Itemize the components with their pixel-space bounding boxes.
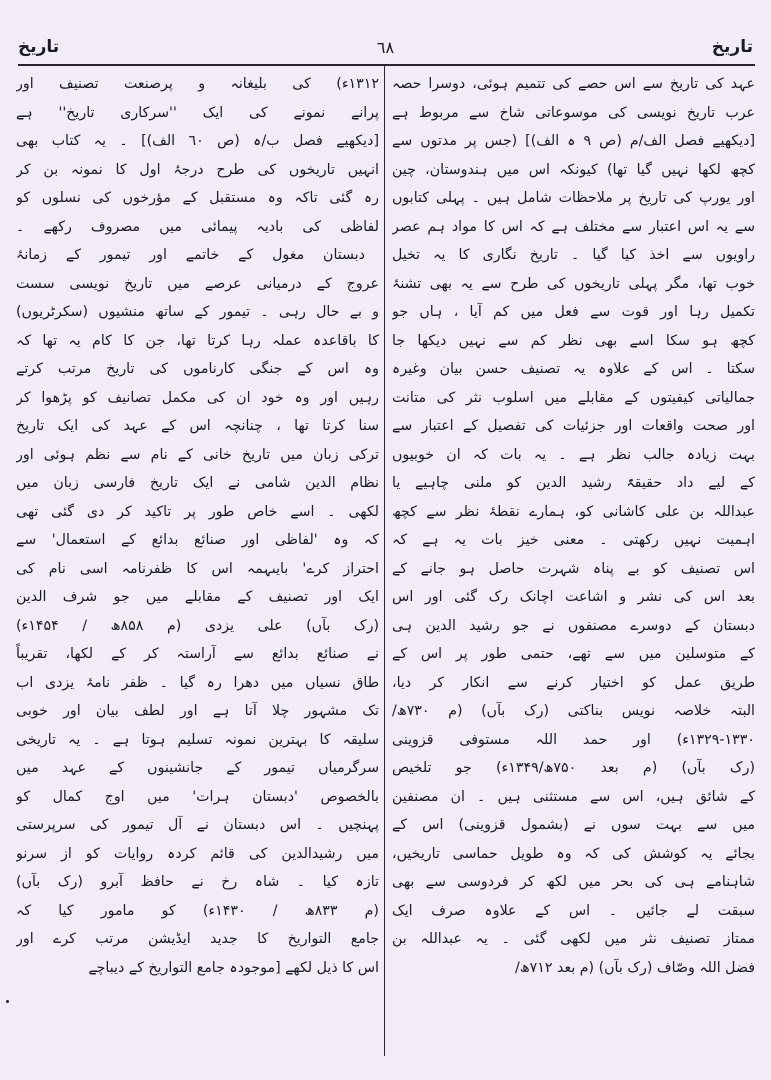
- text-line: کچھ لکھا نہیں گیا تھا) کیونکہ اس میں ہندوستان، چین: [392, 161, 755, 178]
- text-line: عروج کے درمیانی عرصے میں تاریخ نویسی سست: [16, 275, 379, 292]
- text-line: لفاظی کی بادیہ پیمائی میں مصروف رکھے ۔: [16, 218, 379, 235]
- text-line: سے یہ اس اعتبار سے مختلف ہے کہ اس کا مواد ہم عصر: [392, 218, 755, 235]
- text-line: سبقت لے جائیں ۔ اس کے علاوہ صرف ایک: [392, 902, 755, 919]
- text-line: تازہ کیا ۔ شاہ رخ نے حافظ آبرو (رک بآں): [16, 874, 379, 890]
- margin-mark: [6, 1000, 9, 1003]
- text-line: دبستان کے دوسرے مصنفوں نے جو رشید الدین ہی: [392, 617, 755, 634]
- text-line: بجائے یہ کوشش کی کہ وہ طویل حماسی تاریخیں،: [392, 845, 755, 862]
- text-line: عرب تاریخ نویسی کی موسوعاتی شاخ سے مربوط ہے: [392, 104, 755, 121]
- text-line: میں سے بہت سوں نے (بشمول قزوینی) اس کے: [392, 817, 755, 833]
- text-line: جامع التواریخ کا جدید ایڈیشن مرتب کرے اور: [16, 931, 379, 947]
- text-line: نے صنائع بدائع سے آراستہ کر کے لکھا، تقریباً: [16, 646, 379, 662]
- text-line: سرگرمیاں تیمور کے جانشینوں کے عہد میں: [16, 760, 379, 776]
- right-column: [392, 70, 755, 1056]
- text-line: اس تصنیف کو بے پناہ شہرت حاصل ہو جانے کے: [392, 560, 755, 577]
- text-line: وہ اس کے جنگی کارناموں کی تاریخ مرتب کرتے: [16, 361, 379, 377]
- text-line: ۱۳۱۲ء) کی بلیغانہ و پرصنعت تصنیف اور: [16, 76, 379, 92]
- running-head-left: تاریخ: [18, 37, 60, 57]
- text-line: میں رشیدالدین کی قائم کردہ روایات کو از سرنو: [16, 845, 379, 862]
- text-line: البتہ خلاصہ نویس بناکتی (رک بآں) (م ۷۳۰ھ/: [392, 703, 755, 719]
- text-line: سلیقہ کا بہترین نمونہ تسلیم ہوتا ہے ۔ یہ تاریخی: [16, 731, 379, 748]
- text-line: پہنچیں ۔ اس دبستان نے آل تیمور کی سرپرستی: [16, 817, 379, 833]
- text-line: رہیں اور وہ خود ان کی مکمل تصانیف کو پڑھوا کر: [16, 389, 379, 406]
- text-line: احتراز کرے' بایںہمہ اس کا ظفرنامہ اسی نام کی: [16, 560, 379, 577]
- page-number: ٦٨: [376, 37, 395, 57]
- text-line: کچھ ہو سکا اسے بھی نظر کم سے نہیں دیکھا جا: [392, 332, 755, 349]
- text-line: نظام الدین شامی نے ایک تاریخ فارسی زبان میں: [16, 475, 379, 491]
- text-line: عہد کی تاریخ سے اس حصے کی تتمیم ہوئی، دوسرا حصہ: [392, 76, 755, 92]
- text-line: فضل اللہ وصّاف (رک بآں) (م بعد ۷۱۲ھ/: [514, 959, 755, 976]
- text-line: ترکی زبان میں تاریخ خانی کے نام سے نظم ہوئی اور: [16, 446, 379, 463]
- text-line: کہ وہ 'لفاظی اور صنائع بدائع کے استعمال' سے: [16, 532, 379, 548]
- text-line: طریق عمل کو اختیار کرنے سے انکار کر دیا،: [392, 674, 755, 691]
- text-line: اور صحت واقعات اور جزئیات کی تفصیل کے اعتبار سے: [392, 418, 755, 434]
- text-line: کے متوسلین میں سے تھے، حتمی طور پر اس کے: [392, 646, 755, 662]
- text-line: دبستان مغول کے خاتمے اور تیمور کے زمانۂ: [16, 247, 365, 263]
- running-head-right: تاریخ: [711, 37, 753, 57]
- text-line: بعد اس کی نشر و اشاعت اچانک رک گئی اور اس: [392, 589, 755, 605]
- text-line: (رک بآں) علی یزدی (م ۸۵۸ھ / ۱۴۵۴ء): [16, 617, 379, 634]
- text-line: کے لیے داد حقیقۃً رشید الدین کو ملنی چاہیے یا: [392, 475, 755, 491]
- text-line: بالخصوص 'دبستان ہرات' میں اوج کمال کو: [16, 788, 379, 805]
- text-line: شاہنامے ہی کی بحر میں لکھ کر فردوسی سے بھی: [392, 874, 755, 890]
- text-line: انہیں تاریخوں کی طرح درجۂ اول کا نمونہ بن کر: [16, 161, 379, 178]
- text-line: ایک اور تصنیف کے مقابلے میں جو شرف الدین: [16, 589, 379, 605]
- text-line: [دیکھیے فصل الف/م (ص ۹ ہ الف)] (جس پر مدتوں سے: [392, 133, 755, 149]
- text-line: سنا کرتا تھا ، چنانچہ اس کے عہد کی ایک تاریخ: [16, 418, 379, 434]
- text-line: جمالیاتی کیفیتوں کے مقابلے میں اسلوب نثر کی متانت: [392, 389, 755, 406]
- text-line: لکھی ۔ اسے خاص طور پر تاکید کر دی گئی تھی: [16, 503, 379, 520]
- text-line: اور یورپ کی تاریخ پر ملاحظات شامل ہیں ۔ پہلی کتابوں: [392, 190, 755, 206]
- page-header: [18, 30, 753, 64]
- text-line: اہمیت نہیں رکھتی ۔ معنی خیز بات یہ ہے کہ: [392, 532, 755, 548]
- text-line: اس کا ذیل لکھے [موجودہ جامع التواریخ کے دیباچے: [88, 959, 379, 976]
- text-line: خوب تھا، مگر پہلی تاریخوں کی طرح سے یہ بھی تشنۂ: [392, 275, 755, 292]
- text-line: بہت زیادہ جالب نظر ہے ۔ یہ بات کہ ان خوبیوں: [392, 446, 755, 463]
- text-line: پرانے نمونے کی ایک ''سرکاری تاریخ'' ہے: [16, 104, 379, 121]
- text-line: تکمیل رہا اور قوت سے فعل میں کم آیا ، ہاں جو: [392, 304, 755, 320]
- text-line: رہ گئی تاکہ وہ مستقبل کے مؤرخوں کی نسلوں کو: [16, 190, 379, 206]
- text-line: [دیکھیے فصل ب/ہ (ص ٦٠ الف)] ۔ یہ کتاب بھی: [16, 133, 379, 149]
- header-rule: [18, 64, 755, 66]
- left-column: [16, 70, 379, 1056]
- text-line: کا باقاعدہ عملہ رہا کرتا تھا، جن کا کام یہ تھا کہ: [16, 332, 379, 349]
- text-line: (رک بآں) (م بعد ۷۵۰ھ/۱۳۴۹ء) جو تلخیص: [392, 760, 755, 776]
- text-line: ممتاز تصنیف نثر میں لکھی گئی ۔ یہ عبداللہ بن: [392, 931, 755, 947]
- text-line: کے شائق ہیں، اس سے مستثنی ہیں ۔ ان مصنفین: [392, 788, 755, 805]
- text-line: و بے حال رہی ۔ تیمور کے ساتھ منشیوں (سکرٹریوں): [16, 304, 379, 320]
- text-line: راویوں سے اخذ کیا گیا ۔ تاریخ نگاری کا یہ تخیل: [392, 247, 755, 263]
- text-line: (م ۸۳۳ھ / ۱۴۳۰ء) کو مامور کیا کہ: [16, 902, 379, 919]
- text-line: سکتا ۔ اس کے علاوہ یہ تصنیف حسن بیان وغیرہ: [392, 361, 755, 377]
- text-line: عبداللہ بن علی کاشانی کو، ہمارے نقطۂ نظر سے کچھ: [392, 503, 755, 520]
- text-line: تک مشہور چلا آتا ہے اور لطف بیان اور خوبی: [16, 703, 379, 719]
- text-line: طاق نسیاں میں دھرا رہ گیا ۔ ظفر نامۂ یزدی اب: [16, 674, 379, 691]
- column-divider: [384, 66, 385, 1056]
- text-line: ۱۳۲۹-۱۳۳۰ء) اور حمد اللہ مستوفی قزوینی: [392, 731, 755, 748]
